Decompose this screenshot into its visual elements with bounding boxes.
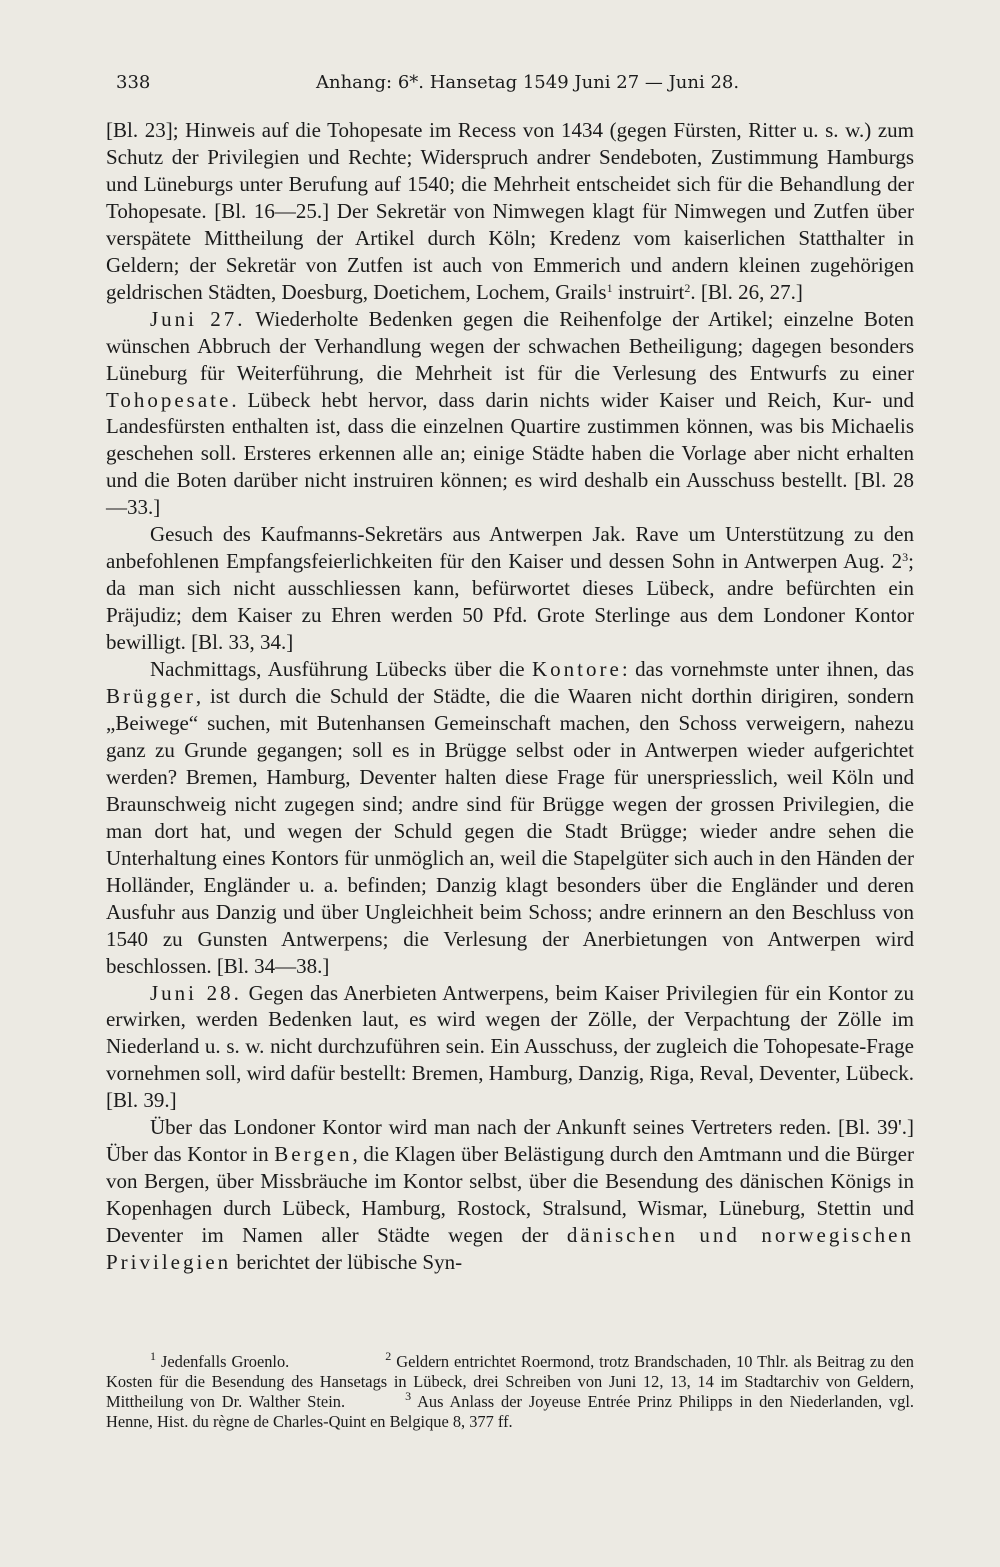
date-juni-28: Juni 28. (150, 980, 242, 1005)
text-run: instruirt (612, 279, 685, 304)
footnote-text: Aus Anlass der Joyeuse Entrée Prinz Philipps in den Niederlanden, vgl. Henne, Hist. du règne de Charles-Quint en Belgique 8, 377 ff. (106, 1392, 915, 1431)
page-number: 338 (116, 72, 151, 93)
footnote-1 (106, 1349, 915, 1432)
footnote-ref-3: 3 (902, 550, 909, 565)
paragraph-2 (106, 306, 914, 522)
footnote-ref-2: 2 (684, 280, 691, 295)
text-run: , ist durch die Schuld der Städte, die die Waaren nicht dorthin dirigiren, sondern „Beiwege“ suchen, mit Butenhansen Gemeinschaft machen, den Schoss verweigern, nahezu ganz zu Grunde gegangen; soll es in Brügge selbst oder in Antwerpen wieder aufgerichtet werden? Bremen, Hamburg, Deventer halten diese Frage für unerspriesslich, weil Köln und Braunschweig nicht zugegen sind; andre sind für Brügge wegen der grossen Privilegien, die man dort hat, und wegen der Schuld gegen die Stadt Brügge; wieder andre sehen die Unterhaltung eines Kontors für unmöglich an, weil die Stapelgüter sich auch in den Händen der Holländer, Engländer u. a. befinden; Danzig klagt besonders über die Engländer und deren Ausfuhr aus Danzig und über Ungleichheit beim Schoss; andre erinnern an den Beschluss von 1540 zu Gunsten Antwerpens; die Verlesung der Anerbietungen von Antwerpen wird beschlossen. [Bl. 34—38.] (106, 684, 914, 978)
paragraph-5 (106, 980, 914, 1115)
text-run: Wiederholte Bedenken gegen die Reihenfolge der Artikel; einzelne Boten wünschen Abbruch der Verhandlung wegen der schwachen Betheiligung; dagegen besonders Lüneburg für Weiterführung, die Mehrheit ist für die Verlesung des Entwurfs zu einer (106, 306, 914, 385)
body-text (106, 117, 914, 1276)
spaced-term: Bergen (274, 1142, 353, 1167)
spaced-term: Tohopesate (106, 387, 232, 412)
text-run: . Lübeck hebt hervor, dass darin nichts wider Kaiser und Reich, Kur- und Landesfürsten enthalten ist, dass die einzelnen Quartire zustimmen können, was bis Michaelis geschehen soll. Ersteres erkennen alle an; einige Städte haben die Vorlage aber nicht erhalten und die Boten darüber nicht instruiren können; es wird deshalb ein Ausschuss bestellt. [Bl. 28—33.] (106, 387, 914, 520)
running-title: Anhang: 6*. Hansetag 1549 Juni 27 — Juni 28. (316, 72, 740, 93)
paragraph-3 (106, 521, 914, 656)
footnote-mark: 2 (385, 1349, 392, 1363)
text-run: [Bl. 23]; Hinweis auf die Tohopesate im Recess von 1434 (gegen Fürsten, Ritter u. s. w.) zum Schutz der Privilegien und Rechte; Widerspruch andrer Sendeboten, Zustimmung Hamburgs und Lüneburgs unter Berufung auf 1540; die Mehrheit entscheidet sich für die Behandlung der Tohopesate. [Bl. 16—25.] Der Sekretär von Nimwegen klagt für Nimwegen und Zutfen über verspätete Mittheilung der Artikel durch Köln; Kredenz vom kaiserlichen Statthalter in Geldern; der Sekretär von Zutfen ist auch von Emmerich und andern kleinen zugehörigen geldrischen Städten, Doesburg, Doetichem, Lochem, Grails (106, 118, 914, 304)
footnote-text: Jedenfalls Groenlo. (156, 1352, 290, 1371)
text-run: Gegen das Anerbieten Antwerpens, beim Kaiser Privilegien für ein Kontor zu erwirken, werden Bedenken laut, es wird wegen der Zölle, der Verpachtung der Zölle im Niederland u. s. w. nicht durchzuführen sein. Ein Ausschuss, der zugleich die Tohopesate-Frage vornehmen soll, wird dafür bestellt: Bremen, Hamburg, Danzig, Riga, Reval, Deventer, Lübeck. [Bl. 39.] (106, 980, 914, 1113)
footnote-mark: 1 (150, 1349, 156, 1363)
text-run: : das vornehmste unter ihnen, das (621, 657, 914, 682)
spaced-term: dänischen und norwegischen Privilegien (106, 1223, 914, 1275)
footnote-ref-1: 1 (606, 280, 613, 295)
date-juni-27: Juni 27. (150, 306, 246, 331)
text-run: berichtet der lübische Syn- (231, 1250, 463, 1275)
text-run: Gesuch des Kaufmanns-Sekretärs aus Antwerpen Jak. Rave um Unterstützung zu den anbefohlenen Empfangsfeierlichkeiten für den Kaiser und dessen Sohn in Antwerpen Aug. 2 (106, 522, 914, 574)
paragraph-4 (106, 656, 914, 979)
page-header (116, 72, 912, 100)
footnotes (106, 1349, 915, 1432)
text-run: ; da man sich nicht ausschliessen kann, befürwortet dieses Lübeck, andre befürchten ein Präjudiz; dem Kaiser zu Ehren werden 50 Pfd. Grote Sterlinge aus dem Londoner Kontor bewilligt. [Bl. 33, 34.] (106, 549, 914, 655)
paragraph-1 (106, 117, 914, 306)
footnote-text: Geldern entrichtet Roermond, trotz Brandschaden, 10 Thlr. als Beitrag zu den Kosten für die Besendung des Hansetags in Lübeck, drei Schreiben von Juni 12, 13, 14 im Stadtarchiv von Geldern, Mittheilung von Dr. Walther Stein. (106, 1352, 915, 1411)
spaced-term: Brügger (106, 684, 196, 709)
text-run: . [Bl. 26, 27.] (690, 279, 803, 304)
footnote-mark: 3 (405, 1389, 412, 1403)
text-run: Über das Londoner Kontor wird man nach der Ankunft seines Vertreters reden. [Bl. 39'.] Über das Kontor in (106, 1115, 914, 1167)
spaced-term: Kontore (532, 657, 622, 682)
paragraph-6 (106, 1114, 914, 1276)
text-run: Nachmittags, Ausführung Lübecks über die (150, 657, 532, 682)
text-run: , die Klagen über Belästigung durch den Amtmann und die Bürger von Bergen, über Missbräuche im Kontor selbst, über die Besendung des dänischen Königs in Kopenhagen durch Lübeck, Hamburg, Rostock, Stralsund, Wismar, Lüneburg, Stettin und Deventer im Namen aller Städte wegen der (106, 1142, 914, 1248)
